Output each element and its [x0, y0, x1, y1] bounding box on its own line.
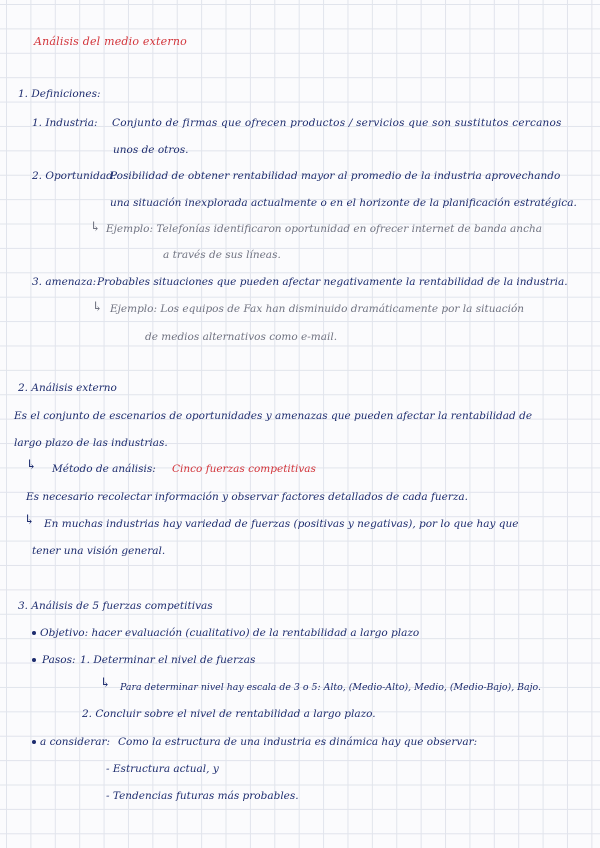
- objective: Objetivo: hacer evaluación (cualitativo) de la rentabilidad a largo plazo: [40, 627, 420, 639]
- section-3-heading: 3. Análisis de 5 fuerzas competitivas: [18, 600, 213, 612]
- section-2-text: Es el conjunto de escenarios de oportunidades y amenazas que pueden afectar la rentabilidad de: [14, 410, 533, 422]
- item-1-text: Conjunto de firmas que ofrecen productos / servicios que son sustitutos cercanos: [112, 117, 562, 129]
- item-1-label: 1. Industria:: [32, 117, 98, 129]
- method-label: Método de análisis:: [52, 463, 156, 475]
- section-2-text-cont: largo plazo de las industrias.: [14, 437, 168, 449]
- item-2-label: 2. Oportunidad:: [32, 170, 117, 182]
- item-2-example-cont: a través de sus líneas.: [163, 249, 281, 261]
- return-arrow-icon: ↳: [26, 458, 37, 473]
- item-3-label: 3. amenaza:: [32, 276, 97, 288]
- steps-label: Pasos:: [42, 654, 76, 666]
- section-2-note: Es necesario recolectar información y observar factores detallados de cada fuerza.: [26, 491, 469, 503]
- section-2-note-2-cont: tener una visión general.: [32, 545, 166, 557]
- return-arrow-icon: ↳: [24, 513, 35, 528]
- consider-item-2: - Tendencias futuras más probables.: [106, 790, 299, 802]
- consider-text: Como la estructura de una industria es dinámica hay que observar:: [118, 736, 478, 748]
- method-value: Cinco fuerzas competitivas: [172, 463, 316, 475]
- bullet-icon: [32, 740, 36, 744]
- step-1: 1. Determinar el nivel de fuerzas: [80, 654, 256, 666]
- item-2-example: Ejemplo: Telefonías identificaron oportunidad en ofrecer internet de banda ancha: [106, 223, 542, 235]
- step-2: 2. Concluir sobre el nivel de rentabilidad a largo plazo.: [82, 708, 376, 720]
- section-1-heading: 1. Definiciones:: [18, 88, 101, 100]
- return-arrow-icon: ↳: [90, 220, 101, 235]
- page-title: Análisis del medio externo: [34, 35, 187, 48]
- consider-label: a considerar:: [40, 736, 111, 748]
- bullet-icon: [32, 631, 36, 635]
- item-3-example: Ejemplo: Los equipos de Fax han disminuido dramáticamente por la situación: [110, 303, 525, 315]
- bullet-icon: [32, 658, 36, 662]
- item-2-text: Posibilidad de obtener rentabilidad mayor al promedio de la industria aprovechando: [110, 170, 561, 182]
- return-arrow-icon: ↳: [100, 676, 111, 691]
- section-2-note-2: En muchas industrias hay variedad de fuerzas (positivas y negativas), por lo que hay que: [44, 518, 519, 530]
- return-arrow-icon: ↳: [92, 300, 103, 315]
- item-2-text-cont: una situación inexplorada actualmente o en el horizonte de la planificación estratégica.: [110, 197, 577, 209]
- item-3-text: Probables situaciones que pueden afectar negativamente la rentabilidad de la industria.: [97, 276, 568, 288]
- item-3-example-cont: de medios alternativos como e-mail.: [145, 331, 338, 343]
- section-2-heading: 2. Análisis externo: [18, 382, 117, 394]
- consider-item-1: - Estructura actual, y: [106, 763, 219, 775]
- step-1-detail: Para determinar nivel hay escala de 3 o 5: Alto, (Medio-Alto), Medio, (Medio-Bajo), Bajo.: [120, 682, 541, 693]
- item-1-text-cont: unos de otros.: [113, 144, 189, 156]
